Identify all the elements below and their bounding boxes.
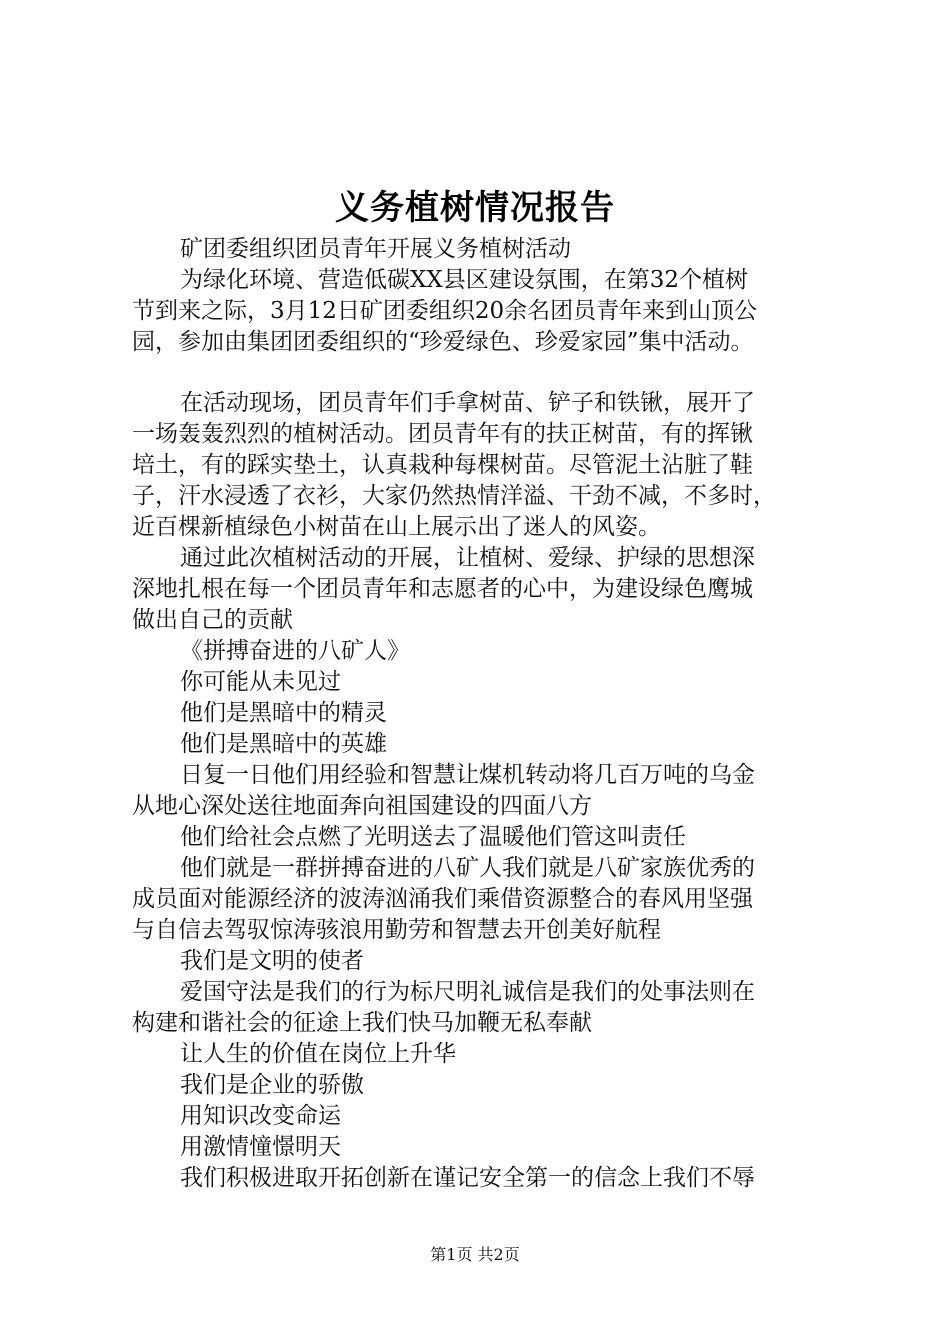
paragraph-line: 子，汗水浸透了衣衫，大家仍然热情洋溢、干劲不减，不多时， xyxy=(132,483,776,509)
poem-title: 《拼搏奋进的八矿人》 xyxy=(180,638,410,664)
poem-line: 构建和谐社会的征途上我们快马加鞭无私奉献 xyxy=(132,1010,592,1036)
poem-line: 用知识改变命运 xyxy=(180,1103,341,1129)
paragraph-line: 做出自己的贡献 xyxy=(132,607,293,633)
poem-line: 让人生的价值在岗位上升华 xyxy=(180,1041,456,1067)
poem-line: 我们是企业的骄傲 xyxy=(180,1072,364,1098)
paragraph-line: 在活动现场，团员青年们手拿树苗、铲子和铁锹，展开了 xyxy=(180,390,755,416)
poem-line: 他们给社会点燃了光明送去了温暖他们管这叫责任 xyxy=(180,824,686,850)
page-number-footer: 第1页 共2页 xyxy=(430,1245,520,1264)
poem-line: 从地心深处送往地面奔向祖国建设的四面八方 xyxy=(132,793,592,819)
paragraph-line: 通过此次植树活动的开展，让植树、爱绿、护绿的思想深 xyxy=(180,545,755,571)
paragraph-line: 深地扎根在每一个团员青年和志愿者的心中，为建设绿色鹰城 xyxy=(132,576,753,602)
paragraph-line: 一场轰轰烈烈的植树活动。团员青年有的扶正树苗，有的挥锹 xyxy=(132,421,753,447)
poem-line: 我们积极进取开拓创新在谨记安全第一的信念上我们不辱 xyxy=(180,1165,755,1191)
poem-line: 日复一日他们用经验和智慧让煤机转动将几百万吨的乌金 xyxy=(180,762,755,788)
poem-line: 用激情憧憬明天 xyxy=(180,1134,341,1160)
poem-line: 他们就是一群拼搏奋进的八矿人我们就是八矿家族优秀的 xyxy=(180,855,755,881)
paragraph-line: 近百棵新植绿色小树苗在山上展示出了迷人的风姿。 xyxy=(132,514,661,540)
poem-line: 爱国守法是我们的行为标尺明礼诚信是我们的处事法则在 xyxy=(180,979,755,1005)
poem-line: 我们是文明的使者 xyxy=(180,948,364,974)
paragraph-line: 节到来之际，3月12日矿团委组织20余名团员青年来到山顶公 xyxy=(132,298,758,324)
document-title: 义务植树情况报告 xyxy=(335,188,615,228)
paragraph-line: 园，参加由集团团委组织的“珍爱绿色、珍爱家园”集中活动。 xyxy=(132,329,754,355)
poem-line: 成员面对能源经济的波涛汹涌我们乘借资源整合的春风用坚强 xyxy=(132,886,753,912)
paragraph-line: 矿团委组织团员青年开展义务植树活动 xyxy=(180,236,571,262)
poem-line: 他们是黑暗中的英雄 xyxy=(180,731,387,757)
paragraph-line: 培土，有的踩实垫土，认真栽种每棵树苗。尽管泥土沾脏了鞋 xyxy=(132,452,753,478)
poem-line: 你可能从未见过 xyxy=(180,669,341,695)
poem-line: 与自信去驾驭惊涛骇浪用勤劳和智慧去开创美好航程 xyxy=(132,917,661,943)
poem-line: 他们是黑暗中的精灵 xyxy=(180,700,387,726)
paragraph-line: 为绿化环境、营造低碳XX县区建设氛围，在第32个植树 xyxy=(180,267,749,293)
